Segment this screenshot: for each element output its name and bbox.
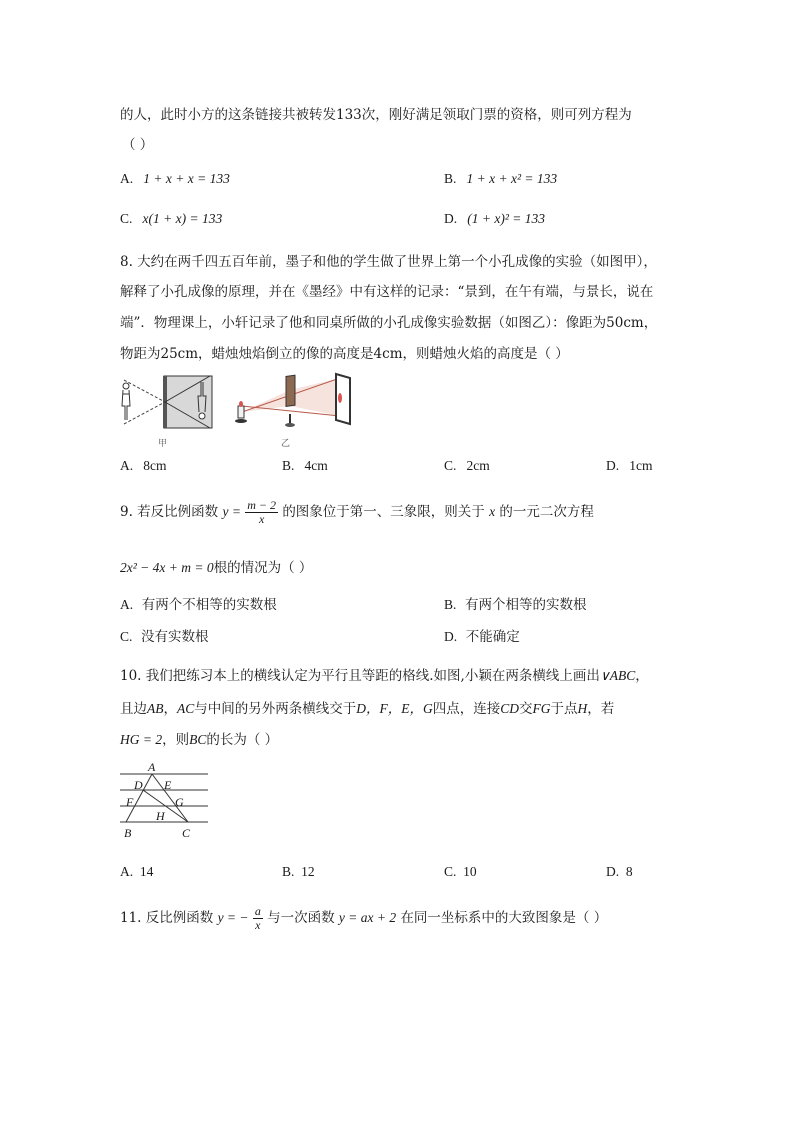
label-b: B — [124, 826, 132, 840]
label-c: C — [182, 826, 191, 840]
option-label: C. — [444, 864, 457, 879]
fraction-numerator: a — [254, 903, 261, 918]
option-expression: x(1 + x) = 133 — [142, 211, 223, 226]
option-text: 有两个不相等的实数根 — [141, 597, 277, 613]
option-value: 12 — [301, 864, 315, 879]
option-value: 10 — [463, 864, 477, 879]
option-label: A. — [120, 597, 134, 612]
option-value: 2cm — [466, 458, 490, 473]
q10-comma: ， — [163, 701, 177, 717]
option-label: D. — [606, 864, 620, 879]
q8-figure-a-caption: 甲 — [158, 439, 168, 449]
label-e: E — [164, 778, 172, 792]
option-text: 没有实数根 — [140, 629, 209, 645]
q8-stem-line-1: 8. 大约在两千四五百年前，墨子和他的学生做了世界上第一个小孔成像的实验（如图甲）， — [120, 254, 657, 270]
q10-seg-ac: AC — [177, 701, 195, 716]
q7-option-b[interactable] — [444, 171, 557, 187]
q10-text-g: ，则 — [162, 732, 190, 748]
option-label: B. — [282, 864, 295, 879]
q7-answer-paren: （ ） — [122, 137, 154, 153]
q10-stem-line-3 — [120, 728, 278, 748]
option-label: C. — [120, 211, 133, 226]
label-f: F — [126, 795, 134, 809]
q10-seg-cd: CD — [500, 701, 520, 716]
option-label: A. — [120, 171, 134, 186]
q10-stem-line-2 — [120, 697, 614, 717]
fraction-denominator: x — [255, 918, 261, 932]
q7-option-a[interactable] — [120, 171, 230, 187]
q11-y-equals: y = − — [217, 910, 249, 925]
fraction-numerator: m − 2 — [247, 497, 277, 512]
q10-seg-ab: AB — [147, 701, 164, 716]
q11-mid: 与一次函数 — [267, 910, 335, 926]
label-h: H — [156, 809, 165, 823]
q10-text-b: 与中间的另外两条横线交于 — [194, 701, 357, 717]
q8-figure-candle-experiment — [232, 372, 352, 430]
option-value: 8cm — [143, 458, 167, 473]
q10-text-e: 于点 — [550, 701, 578, 717]
q9-option-c[interactable] — [120, 625, 208, 645]
q9-prefix: 9. 若反比例函数 — [120, 504, 219, 520]
q10-text-h: 的长为（ ） — [206, 732, 279, 748]
option-label: B. — [282, 458, 295, 473]
label-g: G — [175, 795, 184, 809]
option-expression: (1 + x)² = 133 — [467, 211, 546, 226]
q10-text-f: ，若 — [587, 701, 615, 717]
label-a: A — [148, 760, 156, 774]
q9-y-equals: y = — [222, 504, 241, 519]
option-label: A. — [120, 458, 134, 473]
option-text: 有两个相等的实数根 — [464, 597, 587, 613]
option-label: D. — [606, 458, 620, 473]
option-label: D. — [444, 211, 458, 226]
q10-line1-end: ， — [635, 668, 649, 684]
q9-option-d[interactable] — [444, 625, 520, 645]
q10-option-d[interactable] — [606, 864, 633, 880]
q10-stem-line-1 — [120, 664, 649, 684]
q11-linear: y = ax + 2 — [338, 910, 397, 925]
fraction-denominator: x — [258, 512, 265, 526]
q11-prefix: 11. 反比例函数 — [120, 910, 214, 926]
q10-point-h: H — [577, 701, 588, 716]
q9-suffix: 的图象位于第一、三象限，则关于 — [282, 504, 485, 520]
option-value: 1cm — [629, 458, 653, 473]
q10-hg-value: HG = 2 — [120, 732, 163, 747]
q8-stem-line-2: 解释了小孔成像的原理，并在《墨经》中有这样的记录：“景到，在午有端，与景长，说在 — [120, 284, 654, 300]
option-label: D. — [444, 629, 458, 644]
q8-option-c[interactable] — [444, 458, 490, 474]
option-value: 4cm — [304, 458, 328, 473]
q10-seg-bc: BC — [189, 732, 207, 747]
option-expression: 1 + x + x = 133 — [143, 171, 230, 186]
q10-text-c: 四点，连接 — [432, 701, 501, 717]
q9-fraction — [245, 499, 278, 526]
q8-stem-line-3: 端”．物理课上，小轩记录了他和同桌所做的小孔成像实验数据（如图乙）：像距为50cm， — [120, 315, 658, 331]
q8-stem-line-4: 物距为25cm，蜡烛烛焰倒立的像的高度是4cm，则蜡烛火焰的高度是（ ） — [120, 346, 569, 362]
q10-line1-text: 10. 我们把练习本上的横线认定为平行且等距的格线.如图,小颖在两条横线上画出 — [120, 668, 600, 684]
q11-suffix: 在同一坐标系中的大致图象是（ ） — [400, 910, 608, 926]
q8-option-b[interactable] — [282, 458, 328, 474]
option-value: 14 — [139, 864, 154, 879]
q9-line2-suffix: 根的情况为（ ） — [213, 560, 313, 576]
q10-option-a[interactable] — [120, 864, 153, 880]
option-expression: 1 + x + x² = 133 — [466, 171, 558, 186]
q10-triangle: ∨ABC — [599, 668, 636, 683]
label-d: D — [134, 778, 143, 792]
q9-stem-line-1 — [120, 496, 594, 528]
q10-text-d: 交 — [519, 701, 533, 717]
q10-seg-fg: FG — [532, 701, 551, 716]
q9-option-a[interactable] — [120, 593, 277, 613]
q7-stem-line: 的人，此时小方的这条链接共被转发133次，刚好满足领取门票的资格，则可列方程为 — [120, 107, 632, 123]
q10-option-b[interactable] — [282, 864, 315, 880]
q10-text-a: 且边 — [120, 701, 147, 717]
q9-equation: 2x² − 4x + m = 0 — [120, 560, 214, 575]
option-text: 不能确定 — [465, 629, 520, 645]
q10-points: D，F，E，G — [356, 701, 433, 716]
option-label: B. — [444, 171, 457, 186]
q7-option-d[interactable] — [444, 211, 545, 227]
q8-figure-pinhole-mozi — [116, 372, 220, 430]
q9-stem-line-2 — [120, 556, 312, 576]
option-label: A. — [120, 864, 134, 879]
q7-option-c[interactable] — [120, 211, 222, 227]
q10-option-c[interactable] — [444, 864, 477, 880]
option-value: 8 — [625, 864, 633, 879]
option-label: C. — [120, 629, 133, 644]
q8-option-a[interactable] — [120, 458, 167, 474]
q10-triangle-figure — [116, 760, 212, 846]
q8-figure-b-caption: 乙 — [281, 439, 291, 449]
q8-option-d[interactable] — [606, 458, 653, 474]
q9-suffix-2: 的一元二次方程 — [499, 504, 594, 520]
q11-fraction — [253, 905, 263, 932]
q9-option-b[interactable] — [444, 593, 586, 613]
option-label: B. — [444, 597, 457, 612]
q11-stem-line — [120, 902, 607, 934]
q9-variable: x — [489, 504, 496, 519]
option-label: C. — [444, 458, 457, 473]
